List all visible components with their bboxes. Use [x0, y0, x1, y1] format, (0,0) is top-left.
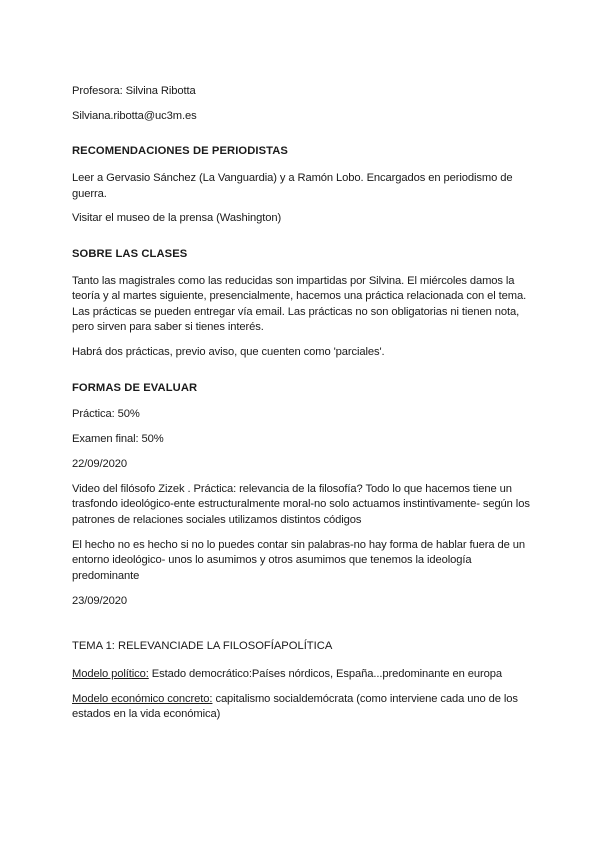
- entry-date-1: 22/09/2020: [72, 457, 127, 470]
- economic-model-label: Modelo económico concreto:: [72, 692, 213, 705]
- recommendations-paragraph-1: Leer a Gervasio Sánchez (La Vanguardia) y a Ramón Lobo. Encargados en periodismo de guerra.: [72, 171, 513, 200]
- economic-model-text: capitalismo socialdemócrata (como interviene cada uno de los estados en la vida económica): [72, 692, 518, 721]
- evaluation-exam: Examen final: 50%: [72, 433, 164, 446]
- tema-heading: TEMA 1: RELEVANCIADE LA FILOSOFÍAPOLÍTICA: [72, 640, 333, 653]
- professor-email: Silviana.ribotta@uc3m.es: [72, 109, 197, 122]
- political-model-line: [72, 667, 532, 683]
- classes-heading: SOBRE LAS CLASES: [72, 247, 188, 260]
- document-body: [72, 84, 532, 732]
- political-model-text: Estado democrático:Países nórdicos, España...predominante en europa: [148, 667, 503, 680]
- evaluation-heading: FORMAS DE EVALUAR: [72, 381, 198, 394]
- recommendations-paragraph-2: Visitar el museo de la prensa (Washington): [72, 212, 282, 225]
- professor-line: Profesora: Silvina Ribotta: [72, 85, 196, 97]
- entry-paragraph-2: El hecho no es hecho si no lo puedes contar sin palabras-no hay forma de hablar fuera de un entorno ideológico- unos lo asumimos y otros asumimos que tenemos la ideología predominante: [72, 538, 525, 582]
- entry-date-2: 23/09/2020: [72, 594, 127, 607]
- entry-paragraph-1: Video del filósofo Zizek . Práctica: relevancia de la filosofía? Todo lo que hacemos tiene un trasfondo ideológico-ente estructuralmente moral-no solo actuamos instintivamente- según los patrones de relaciones sociales utilizamos distintos códigos: [72, 482, 530, 526]
- political-model-label: Modelo político:: [72, 667, 149, 680]
- economic-model-line: [72, 692, 532, 723]
- classes-paragraph-2: Habrá dos prácticas, previo aviso, que cuenten como 'parciales'.: [72, 346, 385, 359]
- classes-paragraph-1: Tanto las magistrales como las reducidas son impartidas por Silvina. El miércoles damos la teoría y al martes siguiente, presencialmente, hacemos una práctica relacionada con el tema. Las prácticas se pueden entregar vía email. Las prácticas no son obligatorias ni tienen nota, pero sirven para saber si tienes interés.: [72, 274, 527, 334]
- evaluation-practice: Práctica: 50%: [72, 408, 140, 421]
- recommendations-heading: RECOMENDACIONES DE PERIODISTAS: [72, 145, 288, 158]
